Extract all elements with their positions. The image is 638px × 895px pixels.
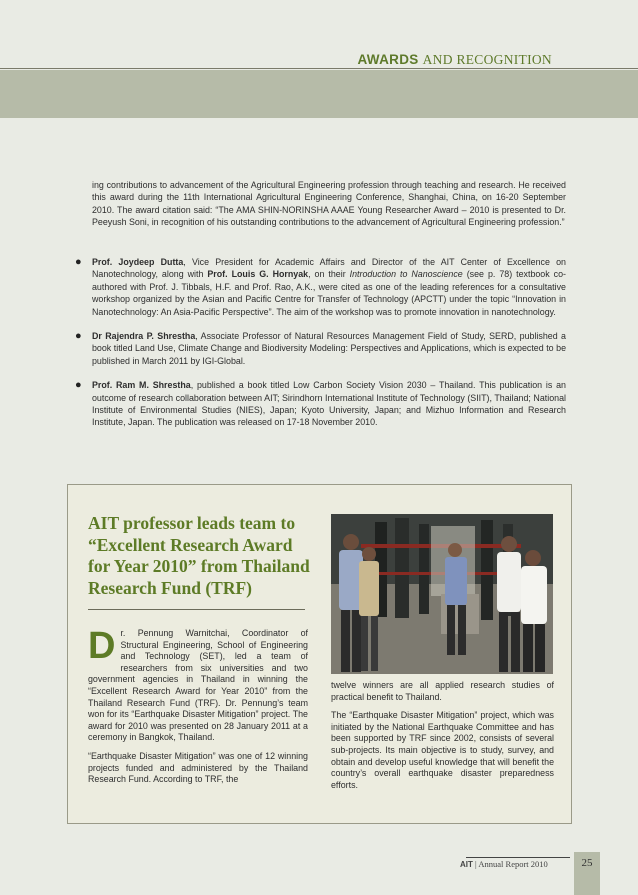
feature-title: AIT professor leads team to “Excellent Research Award for Year 2010” from Thailand Research Fund (TRF) (88, 513, 310, 598)
list-item-text: , Vice President for Academic Affairs and Director of the AIT Center of Excellence on Nanotechnology, along with (92, 257, 566, 280)
header-band (0, 70, 638, 118)
team-photo (331, 514, 553, 674)
bullet-list-block (76, 256, 566, 441)
footer-report-label (460, 858, 548, 871)
article-paragraph: “Earthquake Disaster Mitigation” was one of 12 winning projects funded and administered by the Thailand Research Fund. According to TRF, the (88, 750, 308, 785)
article-column-left (88, 625, 308, 793)
intro-paragraph-block (76, 179, 566, 229)
list-item (76, 256, 566, 318)
list-item-text: (see p. 78) textbook co-authored with Prof. J. Tibbals, H.F. and Prof. Rao, A.K., were cited as one of the leading references for a consultative workshop organized by the Asian and Pacific Centre for Transfer of Technology (APCTT) under the topic “Innovation in Nanotechnology: An Asia-Pacific Perspective”. The aim of the workshop was to promote innovation in nanotechnology. (92, 269, 566, 317)
bullet-icon: ● (75, 330, 82, 343)
article-paragraph: twelve winners are all applied research studies of practical benefit to Thailand. (331, 680, 554, 702)
book-title: Introduction to Nanoscience (349, 269, 463, 280)
section-header-recognition: AND RECOGNITION (422, 52, 552, 67)
bullet-icon: ● (75, 256, 82, 268)
bullet-icon: ● (75, 379, 82, 392)
article-paragraph: The “Earthquake Disaster Mitigation” project, which was initiated by the National Earthquake Committee and has been supported by TRF since 2002, consists of several sub-projects. Its main objective is to study, survey, and obtain and develop useful knowledge that will benefit the country’s overall earthquake disaster preparedness efforts. (331, 710, 554, 790)
article-paragraph-text: r. Pennung Warnitchai, Coordinator of Structural Engineering, School of Engineering and Technology (SET), led a team of researchers from six universities and two government agencies in Thailand in winning the “Excellent Research Award for Year 2010” from the Thailand Research Fund (TRF). Dr. Pennung’s team won for its “Earthquake Disaster Mitigation” project. The award for 2010 was presented on 28 January 2011 at a ceremony in Bangkok, Thailand. (88, 628, 308, 743)
list-item-text: , on their (308, 269, 350, 280)
person-name: Prof. Ram M. Shrestha (92, 380, 191, 391)
list-item-text: , Associate Professor of Natural Resources Management Field of Study, SERD, published a book titled Land Use, Climate Change and Biodiversity Modeling: Perspectives and Applications, which is expected to be published in March 2011 by IGI-Global. (92, 331, 566, 366)
footer-report: Annual Report 2010 (478, 859, 548, 869)
list-item-text: , published a book titled Low Carbon Society Vision 2030 – Thailand. This publication is an outcome of research collaboration between AIT; Sirindhorn International Institute of Technology (SIIT), Thailand; National Institute of Environmental Studies (NIES), Japan; Kyoto University, Japan; and Mizhuo Information and Research Institute, Japan. The publication was released on 17-18 November 2010. (92, 380, 566, 428)
page-number: 25 (574, 852, 600, 895)
article-paragraph (88, 625, 308, 744)
list-item (76, 379, 566, 429)
title-rule (88, 609, 305, 610)
award-bullet-list (76, 256, 566, 429)
person-name: Dr Rajendra P. Shrestha (92, 331, 196, 342)
section-header (358, 52, 553, 68)
person-name: Prof. Joydeep Dutta (92, 257, 184, 267)
list-item (76, 330, 566, 367)
footer-separator: | (472, 859, 479, 869)
intro-paragraph: ing contributions to advancement of the Agricultural Engineering profession through teaching and research. He received this award during the 11th International Agricultural Engineering Conference, Shanghai, China, on 16-20 September 2010. The award citation said: “The AMA SHIN-NORINSHA AAAE Young Researcher Award – 2010 is presented to Dr. Peeyush Soni, in recognition of his outstanding contributions to the advancement of Agricultural Engineering profession.” (92, 180, 566, 228)
section-header-awards: AWARDS (357, 52, 419, 67)
feature-article-box (67, 484, 572, 824)
article-column-right (331, 680, 554, 798)
footer-ait: AIT (460, 860, 473, 869)
drop-cap: D (88, 625, 116, 667)
person-name: Prof. Louis G. Hornyak (207, 269, 309, 280)
header-rule (0, 68, 638, 69)
